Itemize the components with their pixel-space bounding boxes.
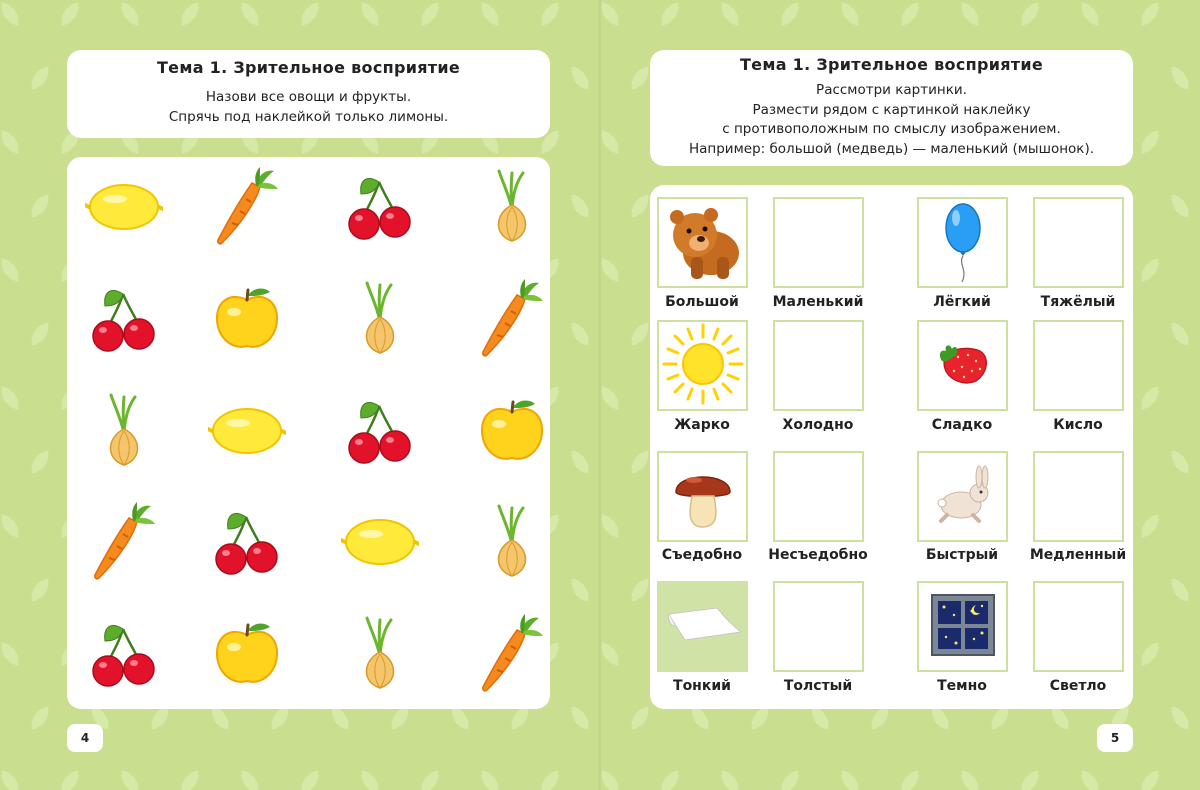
carrot-icon (202, 167, 292, 247)
sun-icon (662, 323, 744, 409)
opposite-label: Светло (1049, 678, 1107, 694)
picture-label: Большой (665, 294, 739, 310)
left-header-card (67, 50, 550, 138)
right-header-card (650, 50, 1133, 166)
picture-box-4 (917, 320, 1008, 411)
opposite-label: Несъедобно (768, 547, 868, 563)
opposites-grid (650, 185, 1133, 709)
sticker-slot-4[interactable] (1033, 320, 1124, 411)
picture-box-1 (657, 197, 748, 288)
sticker-slot-6[interactable] (1033, 451, 1124, 542)
paper-icon (663, 600, 743, 654)
picture-box-5 (657, 451, 748, 542)
cherry-icon (79, 614, 169, 694)
left-instruction-1: Назови все овощи и фрукты. (205, 89, 412, 105)
onion-icon (467, 502, 557, 582)
left-title: Тема 1. Зрительное восприятие (156, 58, 461, 77)
apple-icon (467, 391, 557, 471)
carrot-icon (79, 502, 169, 582)
page-fold (598, 0, 601, 790)
opposite-label: Холодно (782, 417, 854, 433)
left-instruction-2: Спрячь под наклейкой только лимоны. (168, 109, 449, 125)
sticker-slot-5[interactable] (773, 451, 864, 542)
opposite-label: Толстый (783, 678, 853, 694)
picture-label: Сладко (931, 417, 993, 433)
sticker-slot-7[interactable] (773, 581, 864, 672)
opposite-label: Маленький (772, 294, 864, 310)
picture-label: Тонкий (673, 678, 731, 694)
page-number-left: 4 (67, 724, 103, 752)
opposite-label: Медленный (1029, 547, 1127, 563)
mushroom-icon (672, 462, 734, 532)
sticker-slot-3[interactable] (773, 320, 864, 411)
right-title: Тема 1. Зрительное восприятие (739, 55, 1044, 74)
lemon-icon (335, 502, 425, 582)
lemon-icon (79, 167, 169, 247)
picture-label: Жарко (674, 417, 730, 433)
cherry-icon (335, 167, 425, 247)
strawberry-icon (936, 341, 990, 391)
night-window-icon (930, 593, 996, 661)
picture-box-8 (917, 581, 1008, 672)
picture-label: Съедобно (661, 547, 743, 563)
onion-icon (335, 614, 425, 694)
bear-icon (661, 199, 745, 287)
right-instruction-1: Рассмотри картинки. (816, 82, 967, 98)
picture-label: Темно (937, 678, 987, 694)
picture-box-7 (657, 581, 748, 672)
picture-label: Лёгкий (933, 294, 991, 310)
opposite-label: Кисло (1053, 417, 1103, 433)
rabbit-icon (933, 465, 993, 529)
carrot-icon (467, 279, 557, 359)
right-instruction-2: Размести рядом с картинкой наклейку (752, 101, 1031, 118)
picture-box-2 (917, 197, 1008, 288)
cherry-icon (335, 391, 425, 471)
apple-icon (202, 279, 292, 359)
carrot-icon (467, 614, 557, 694)
cherry-icon (202, 502, 292, 582)
onion-icon (335, 279, 425, 359)
picture-box-6 (917, 451, 1008, 542)
sticker-slot-8[interactable] (1033, 581, 1124, 672)
lemon-icon (202, 391, 292, 471)
cherry-icon (79, 279, 169, 359)
apple-icon (202, 614, 292, 694)
onion-icon (467, 167, 557, 247)
sticker-slot-1[interactable] (773, 197, 864, 288)
picture-box-3 (657, 320, 748, 411)
balloon-icon (938, 198, 988, 288)
right-instruction-4: Например: большой (медведь) — маленький (мышонок). (688, 140, 1095, 157)
right-instruction-3: с противоположным по смыслу изображением. (722, 121, 1061, 137)
opposite-label: Тяжёлый (1040, 294, 1116, 310)
onion-icon (79, 391, 169, 471)
sticker-slot-2[interactable] (1033, 197, 1124, 288)
picture-label: Быстрый (925, 547, 999, 563)
fruit-vegetable-grid (67, 157, 550, 709)
page-number-right: 5 (1097, 724, 1133, 752)
